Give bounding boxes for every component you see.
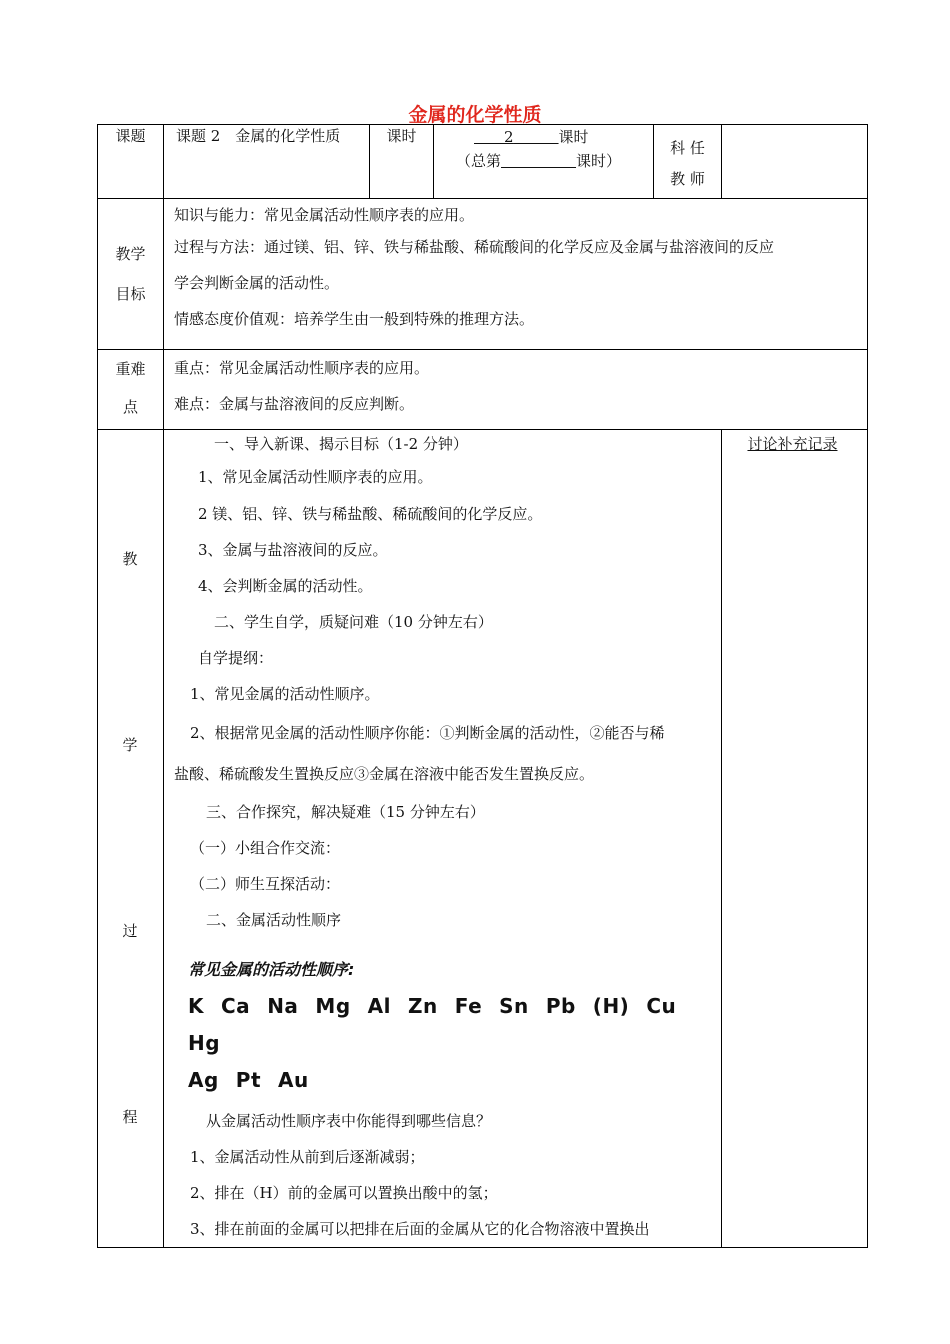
goals-row bbox=[98, 199, 868, 350]
process-line: 一、导入新课、揭示目标（1-2 分钟） bbox=[214, 435, 468, 453]
metal-symbol: Na bbox=[267, 994, 299, 1018]
keypoint-line: 重点：常见金属活动性顺序表的应用。 bbox=[174, 359, 430, 377]
process-line: 3、排在前面的金属可以把排在后面的金属从它的化合物溶液中置换出 bbox=[190, 1220, 650, 1238]
process-row bbox=[98, 430, 868, 1248]
page-title: 金属的化学性质 bbox=[408, 104, 542, 126]
teacher-value bbox=[722, 125, 868, 199]
process-line: 1、金属活动性从前到后逐渐减弱； bbox=[190, 1148, 425, 1166]
process-line: （二）师生互探活动： bbox=[190, 875, 341, 893]
process-label-char: 程 bbox=[122, 1108, 138, 1126]
process-label-char: 教 bbox=[122, 550, 138, 568]
process-line: （一）小组合作交流： bbox=[190, 839, 341, 857]
process-content bbox=[164, 430, 722, 1248]
metal-symbol: K bbox=[188, 994, 204, 1018]
goals-content bbox=[164, 199, 868, 350]
metal-symbol: Zn bbox=[407, 994, 438, 1018]
total-prefix: （总第 bbox=[456, 152, 502, 170]
goal-line: 情感态度价值观：培养学生由一般到特殊的推理方法。 bbox=[174, 310, 535, 328]
series-title: 常见金属的活动性顺序: bbox=[188, 960, 355, 979]
goals-label-cell bbox=[98, 199, 164, 350]
hours-value: 2 bbox=[504, 128, 514, 146]
process-line: 二、金属活动性顺序 bbox=[206, 911, 342, 929]
total-suffix: 课时） bbox=[576, 152, 622, 170]
goal-line: 过程与方法：通过镁、铝、锌、铁与稀盐酸、稀硫酸间的化学反应及金属与盐溶液间的反应 bbox=[174, 238, 775, 256]
keypoints-content bbox=[164, 350, 868, 430]
metals-row-1 bbox=[164, 988, 715, 1062]
keypoints-label-1: 重难 bbox=[115, 360, 146, 378]
metal-symbol: Au bbox=[278, 1068, 309, 1092]
keypoints-label-cell bbox=[98, 350, 164, 430]
teacher-label-cell bbox=[654, 125, 722, 199]
teacher-label-2: 教 师 bbox=[670, 170, 705, 188]
metal-symbol: Ag bbox=[188, 1068, 219, 1092]
metal-symbol: Pb bbox=[545, 994, 576, 1018]
metal-symbol: Hg bbox=[188, 1031, 221, 1055]
metal-symbol: Sn bbox=[499, 994, 529, 1018]
teacher-label-1: 科 任 bbox=[670, 139, 705, 157]
metal-symbol: Cu bbox=[646, 994, 677, 1018]
process-line: 三、合作探究，解决疑难（15 分钟左右） bbox=[206, 803, 485, 821]
process-label-char: 过 bbox=[122, 922, 138, 940]
metal-symbol: Ca bbox=[221, 994, 251, 1018]
notes-cell bbox=[722, 430, 868, 1248]
total-blank bbox=[501, 152, 576, 170]
hours-cell bbox=[434, 125, 654, 199]
goals-label-2: 目标 bbox=[115, 285, 146, 303]
process-line: 盐酸、稀硫酸发生置换反应③金属在溶液中能否发生置换反应。 bbox=[174, 765, 595, 783]
goal-line: 学会判断金属的活动性。 bbox=[174, 274, 340, 292]
process-line: 二、学生自学，质疑问难（10 分钟左右） bbox=[214, 613, 493, 631]
goal-line: 知识与能力：常见金属活动性顺序表的应用。 bbox=[174, 206, 475, 224]
process-line: 1、常见金属的活动性顺序。 bbox=[190, 685, 380, 703]
process-label-cell bbox=[98, 430, 164, 1248]
lesson-plan-table bbox=[97, 124, 868, 1248]
process-line: 1、常见金属活动性顺序表的应用。 bbox=[198, 468, 433, 486]
goals-label-1: 教学 bbox=[115, 245, 146, 263]
metal-symbol: (H) bbox=[592, 994, 630, 1018]
keypoints-row bbox=[98, 350, 868, 430]
process-line: 2、排在（H）前的金属可以置换出酸中的氢； bbox=[190, 1184, 498, 1202]
metal-symbol: Al bbox=[367, 994, 391, 1018]
process-line: 2 镁、铝、锌、铁与稀盐酸、稀硫酸间的化学反应。 bbox=[198, 505, 543, 523]
keypoint-line: 难点：金属与盐溶液间的反应判断。 bbox=[174, 395, 415, 413]
topic-label: 课题 bbox=[98, 125, 164, 199]
process-line: 3、金属与盐溶液间的反应。 bbox=[198, 541, 388, 559]
process-line: 从金属活动性顺序表中你能得到哪些信息？ bbox=[206, 1112, 492, 1130]
notes-label: 讨论补充记录 bbox=[747, 435, 838, 453]
metal-symbol: Mg bbox=[315, 994, 351, 1018]
header-row bbox=[98, 125, 868, 199]
process-line: 4、会判断金属的活动性。 bbox=[198, 577, 373, 595]
metals-row-2 bbox=[164, 1062, 715, 1099]
process-line: 2、根据常见金属的活动性顺序你能：①判断金属的活动性，②能否与稀 bbox=[190, 724, 665, 742]
topic-value: 课题 2 金属的化学性质 bbox=[164, 125, 370, 199]
process-label-char: 学 bbox=[122, 736, 138, 754]
keypoints-label-2: 点 bbox=[122, 398, 138, 416]
metal-symbol: Pt bbox=[235, 1068, 262, 1092]
metal-symbol: Fe bbox=[454, 994, 483, 1018]
process-line: 自学提纲： bbox=[198, 649, 274, 667]
hours-suffix: 课时 bbox=[558, 128, 589, 146]
hours-label: 课时 bbox=[370, 125, 434, 199]
